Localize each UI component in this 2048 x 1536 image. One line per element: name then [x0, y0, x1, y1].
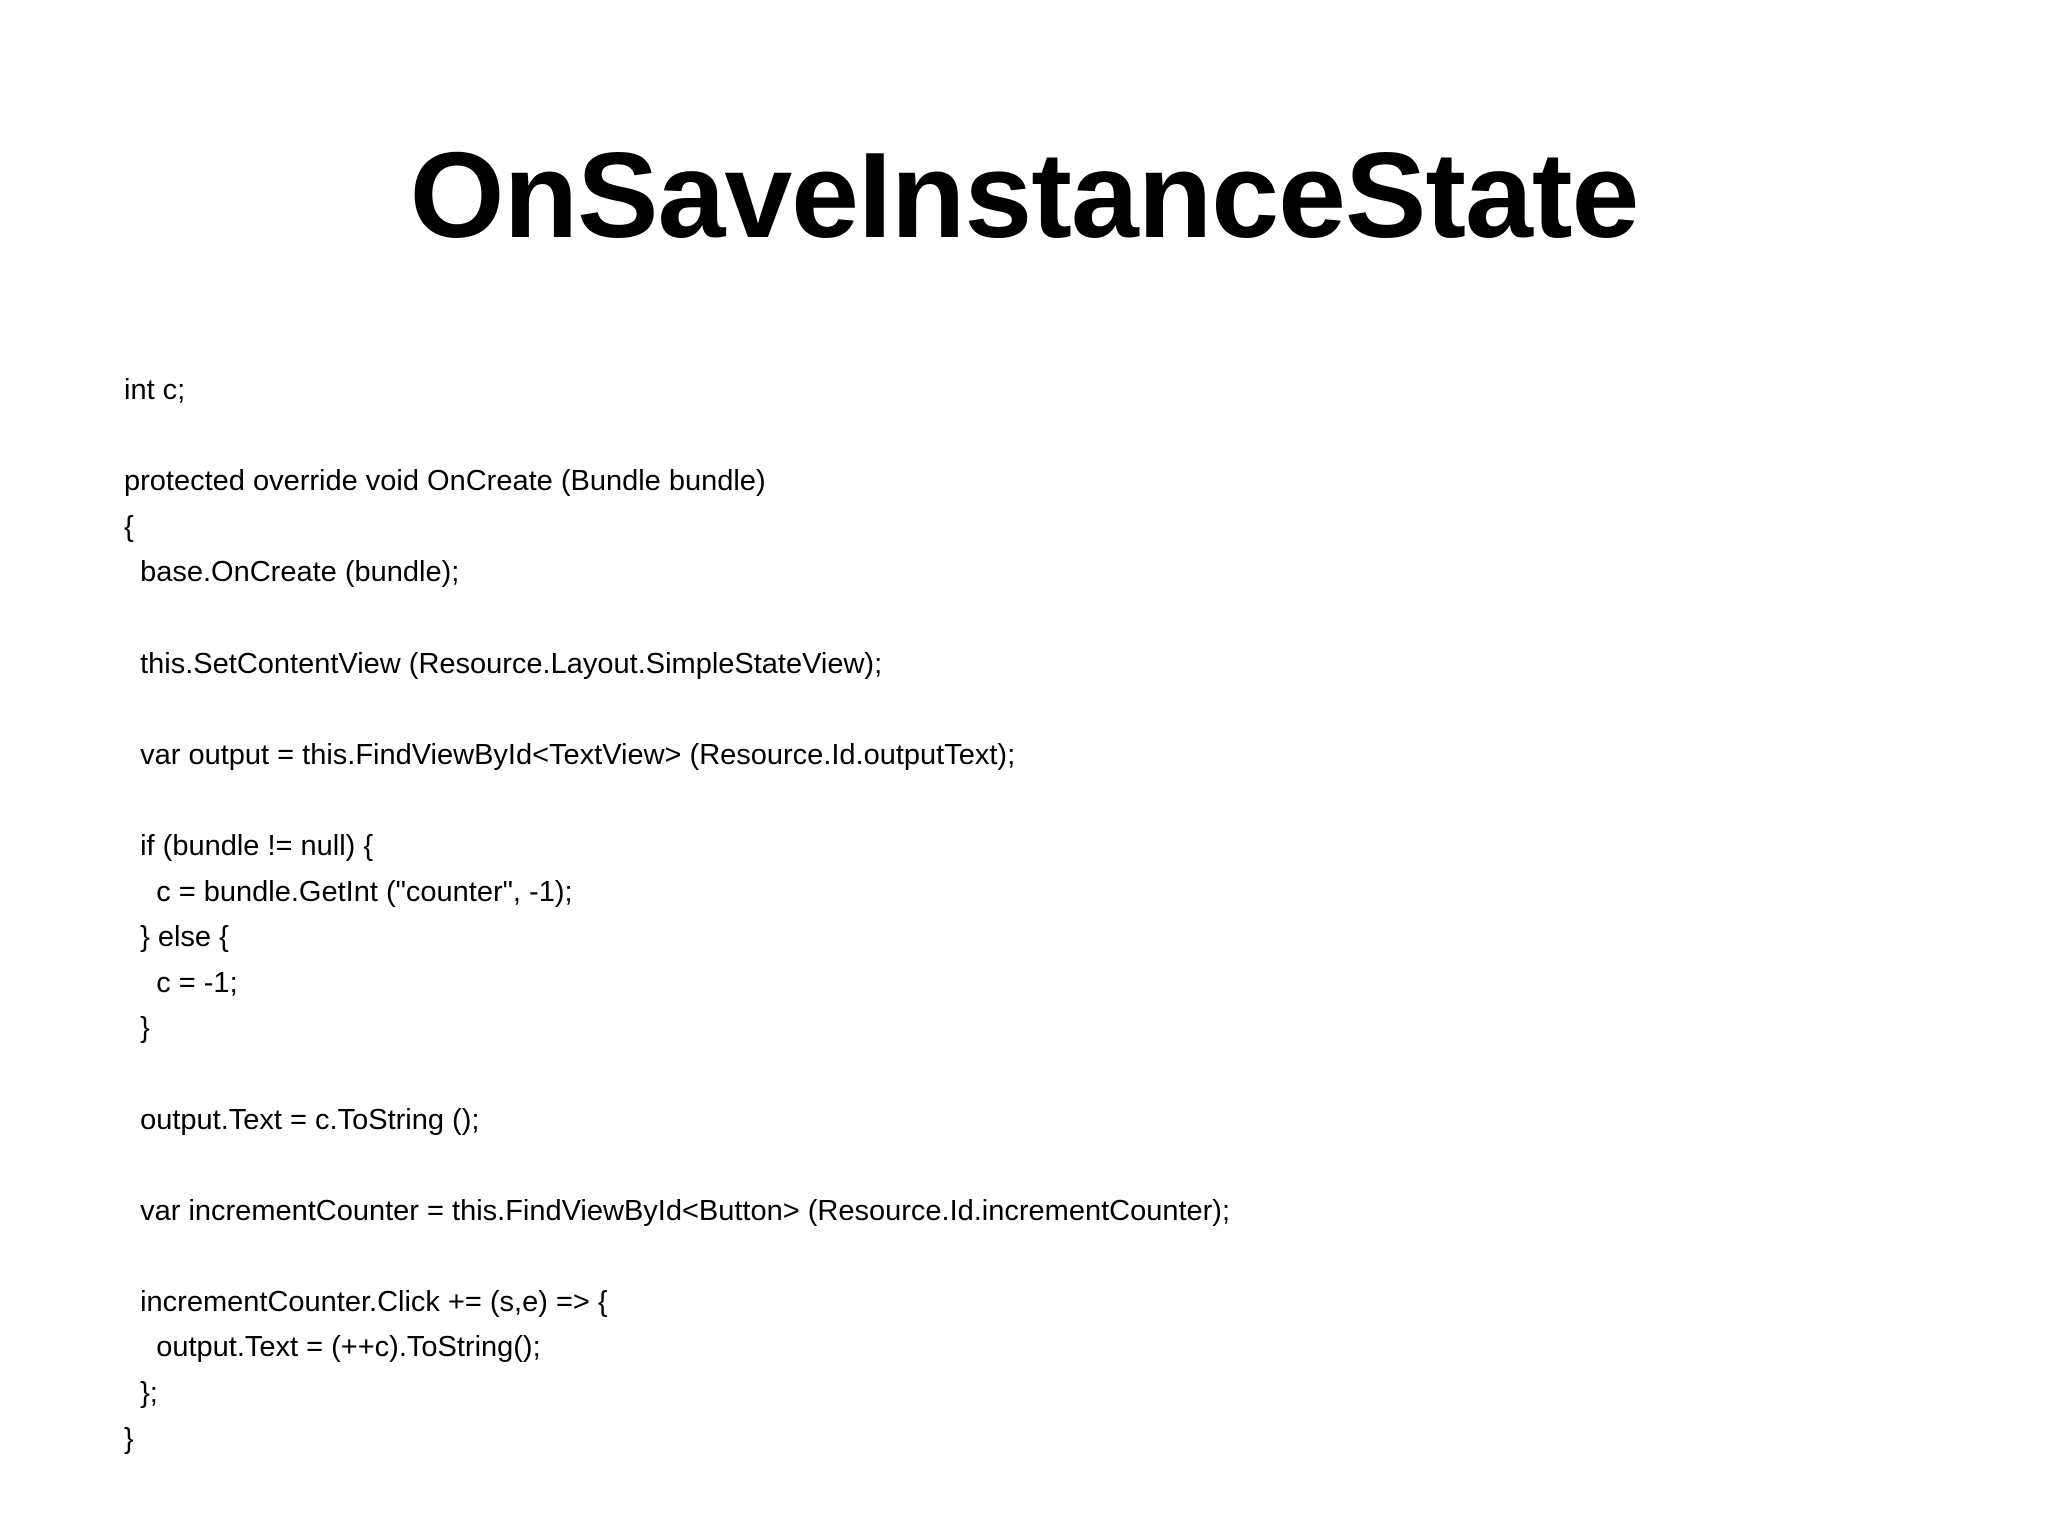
- code-line: var incrementCounter = this.FindViewById<Button> (Resource.Id.incrementCounter);: [124, 1194, 1231, 1227]
- code-line: c = -1;: [124, 966, 238, 999]
- code-line: [124, 596, 1984, 642]
- code-line: [124, 778, 1984, 824]
- slide-title: OnSaveInstanceState: [409, 127, 1639, 263]
- code-line: output.Text = c.ToString ();: [124, 1103, 480, 1136]
- code-line: }: [124, 1422, 134, 1455]
- code-line: } else {: [124, 921, 229, 954]
- code-line: [124, 414, 1984, 460]
- code-line: };: [124, 1377, 158, 1410]
- code-line: var output = this.FindViewById<TextView> (Resource.Id.outputText);: [124, 738, 1016, 771]
- code-line: base.OnCreate (bundle);: [124, 556, 460, 589]
- code-line: {: [124, 510, 134, 543]
- code-line: incrementCounter.Click += (s,e) => {: [124, 1285, 608, 1318]
- code-line: if (bundle != null) {: [124, 829, 374, 862]
- code-line: [124, 1234, 1984, 1280]
- code-line: c = bundle.GetInt ("counter", -1);: [124, 875, 573, 908]
- code-line: protected override void OnCreate (Bundle bundle): [124, 465, 766, 498]
- code-line: output.Text = (++c).ToString();: [124, 1331, 541, 1364]
- code-line: [124, 1052, 1984, 1098]
- code-line: this.SetContentView (Resource.Layout.SimpleStateView);: [124, 647, 883, 680]
- code-line: [124, 1143, 1984, 1189]
- code-line: int c;: [124, 374, 186, 406]
- code-line: }: [124, 1012, 150, 1045]
- code-line: [124, 687, 1984, 733]
- code-block: [124, 368, 1984, 1462]
